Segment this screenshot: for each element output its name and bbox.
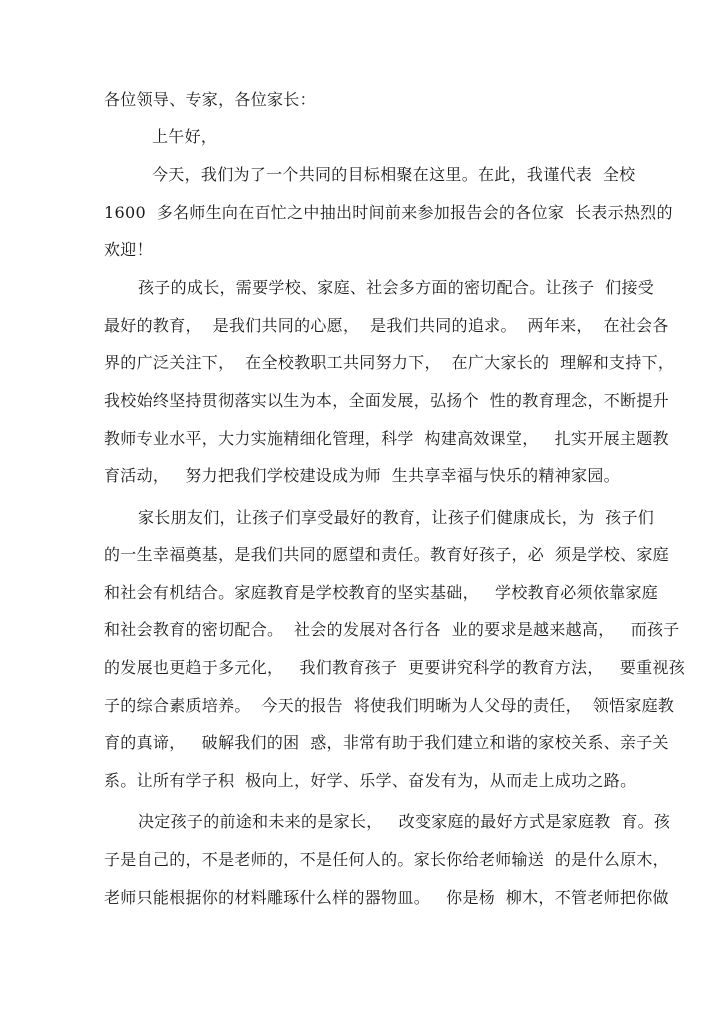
paragraph-1-line-1: 今天，我们为了一个共同的目标相聚在这里。在此，我谨代表 全校 (152, 165, 636, 184)
paragraph-2-line-3: 界的广泛关注下， 在全校教职工共同努力下， 在广大家长的 理解和支持下， (104, 353, 675, 372)
paragraph-3-line-7: 育的真谛， 破解我们的困 惑，非常有助于我们建立和谐的家校关系、亲子关 (104, 733, 669, 752)
paragraph-3-line-2: 的一生幸福奠基，是我们共同的愿望和责任。教育好孩子，必 须是学校、家庭 (104, 545, 669, 564)
paragraph-3-line-1: 家长朋友们，让孩子们享受最好的教育，让孩子们健康成长，为 孩子们 (138, 508, 655, 527)
paragraph-3-line-5: 的发展也更趋于多元化， 我们教育孩子 更要讲究科学的教育方法， 要重视孩 (104, 658, 685, 677)
paragraph-2-line-4: 我校始终坚持贯彻落实以生为本，全面发展，弘扬个 性的教育理念，不断提升 (104, 391, 669, 410)
paragraph-1-line-3: 欢迎！ (104, 240, 153, 259)
paragraph-3-line-8: 系。让所有学子积 极向上，好学、乐学、奋发有为，从而走上成功之路。 (104, 771, 637, 790)
paragraph-2-line-2: 最好的教育， 是我们共同的心愿， 是我们共同的追求。 两年来， 在社会各 (104, 316, 669, 335)
greeting: 上午好， (152, 127, 218, 146)
paragraph-2-line-6: 育活动， 努力把我们学校建设成为师 生共享幸福与快乐的精神家园。 (104, 466, 620, 485)
paragraph-4-line-2: 子是自己的，不是老师的，不是任何人的。家长你给老师输送 的是什么原木， (104, 850, 669, 869)
paragraph-4-line-1: 决定孩子的前途和未来的是家长， 改变家庭的最好方式是家庭教 育。孩 (138, 812, 671, 831)
paragraph-2-line-5: 教师专业水平，大力实施精细化管理，科学 构建高效课堂， 扎实开展主题教 (104, 429, 669, 448)
salutation: 各位领导、专家，各位家长： (104, 90, 316, 109)
paragraph-4-line-3: 老师只能根据你的材料雕琢什么样的器物皿。 你是杨 柳木，不管老师把你做 (104, 888, 669, 907)
paragraph-2-line-1: 孩子的成长，需要学校、家庭、社会多方面的密切配合。让孩子 们接受 (138, 278, 655, 297)
paragraph-3-line-4: 和社会教育的密切配合。 社会的发展对各行各 业的要求是越来越高， 而孩子 (104, 620, 680, 639)
paragraph-1-line-2: 1600 多名师生向在百忙之中抽出时间前来参加报告会的各位家 长表示热烈的 (104, 203, 673, 222)
paragraph-3-line-3: 和社会有机结合。家庭教育是学校教育的坚实基础， 学校教育必须依靠家庭 (104, 583, 659, 602)
paragraph-3-line-6: 子的综合素质培养。 今天的报告 将使我们明晰为人父母的责任， 领悟家庭教 (104, 696, 675, 715)
